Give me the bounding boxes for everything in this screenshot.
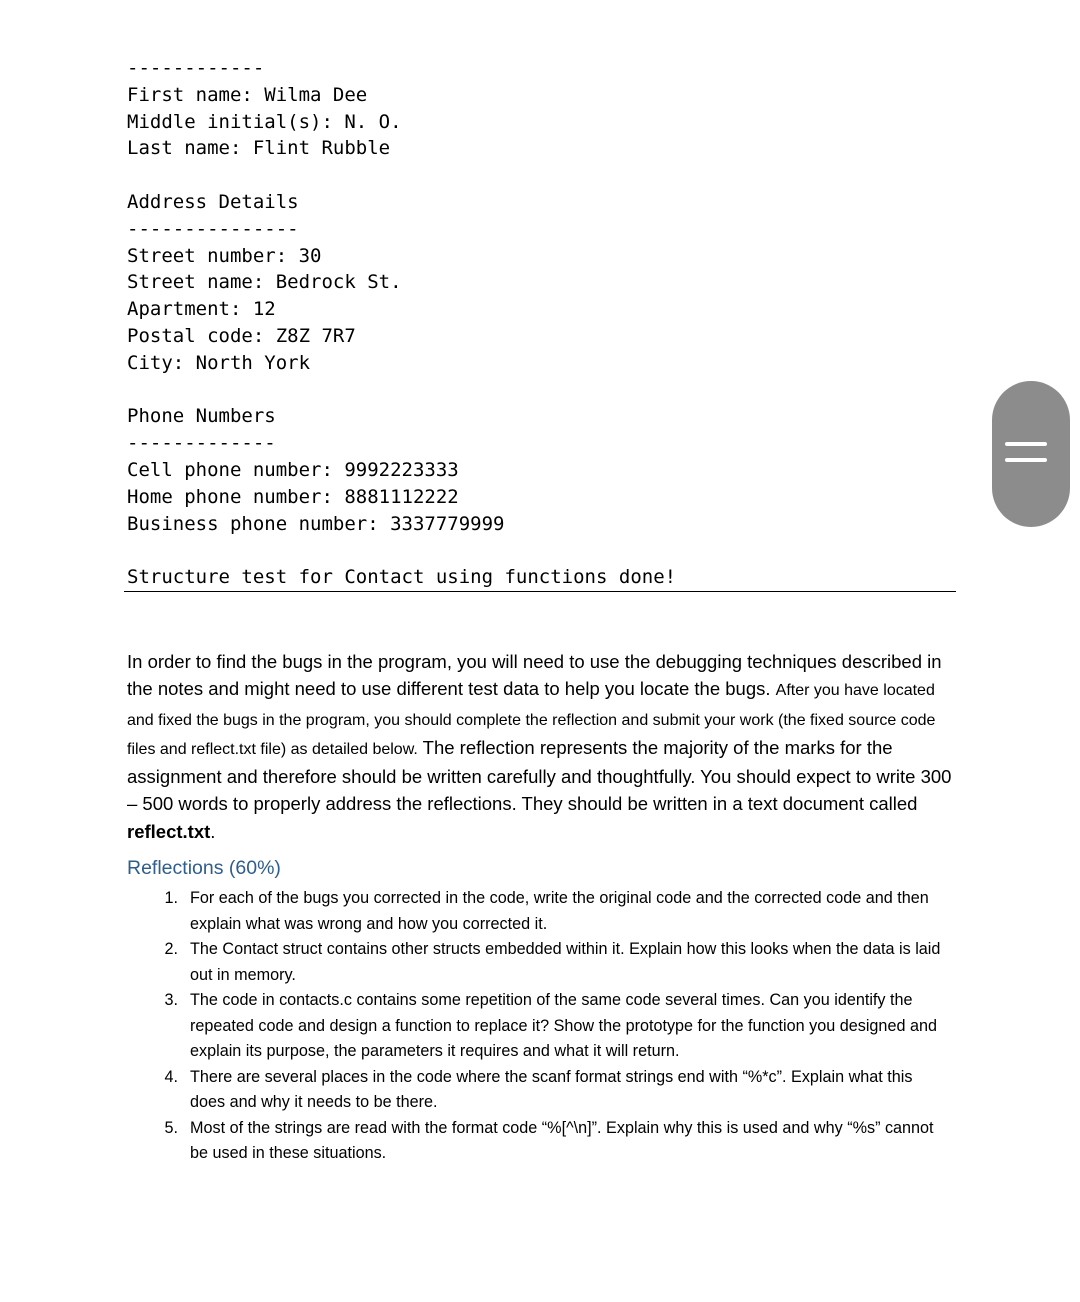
output-line: Phone Numbers xyxy=(127,405,276,428)
question-text: There are several places in the code where the scanf format strings end with “%*c”. Explain what this does and why it needs to be there. xyxy=(190,1067,913,1111)
question-number: 5. xyxy=(164,1118,178,1137)
instructions-part-3: The reflection represents the majority of the marks for the assignment and therefore should be written carefully and thoughtfully. You should expect to write 300 – 500 words to properly address the reflections. They should be written in a text document called xyxy=(127,736,952,815)
output-divider xyxy=(124,591,956,592)
reflection-question xyxy=(150,988,950,1065)
question-text: The Contact struct contains other structs embedded within it. Explain how this looks when the data is laid out in memory. xyxy=(190,940,941,984)
output-line: Address Details xyxy=(127,190,299,213)
question-text: The code in contacts.c contains some repetition of the same code several times. Can you identify the repeated code and design a function to replace it? Show the prototype for the function you designed and explain its purpose, the parameters it requires and what it will return. xyxy=(190,991,937,1060)
reflect-filename: reflect.txt xyxy=(127,820,211,842)
instructions-end: . xyxy=(210,820,216,842)
instructions-part-1: In order to find the bugs in the program, you will need to use the debugging techniques described in the notes and might need to use different test data to help you locate the bugs. xyxy=(127,651,942,700)
question-text: Most of the strings are read with the format code “%[^\n]”. Explain why this is used and why “%s” cannot be used in these situations. xyxy=(190,1118,934,1162)
instructions-part-2: After you have located and fixed the bugs in the program, you should complete the reflection and submit your work (the fixed source code files and reflect.txt file) as detailed below. xyxy=(127,682,936,758)
output-line: Last name: Flint Rubble xyxy=(127,137,391,160)
output-line xyxy=(127,162,676,189)
program-output xyxy=(127,55,676,591)
reflection-question xyxy=(150,937,950,988)
question-number: 2. xyxy=(164,940,178,958)
reflection-question xyxy=(150,1065,950,1116)
output-line xyxy=(127,377,676,404)
question-text: For each of the bugs you corrected in the code, write the original code and the corrected code and then explain what was wrong and how you corrected it. xyxy=(190,889,929,933)
output-line: --------------- xyxy=(127,217,299,240)
output-line: Street name: Bedrock St. xyxy=(127,271,402,294)
reflections-heading: Reflections (60%) xyxy=(127,857,281,879)
output-line: Cell phone number: 9992223333 xyxy=(127,458,459,481)
output-line: Postal code: Z8Z 7R7 xyxy=(127,324,356,347)
output-line: ------------- xyxy=(127,432,276,455)
reflection-question xyxy=(150,1116,950,1167)
instructions-paragraph xyxy=(127,648,957,845)
output-line: Structure test for Contact using functions done! xyxy=(127,566,677,589)
question-number: 3. xyxy=(164,991,178,1009)
output-line xyxy=(127,537,676,564)
question-number: 1. xyxy=(164,889,178,907)
output-line: Business phone number: 3337779999 xyxy=(127,512,505,535)
output-line: Street number: 30 xyxy=(127,244,322,267)
reflection-questions xyxy=(150,886,950,1167)
output-line: Middle initial(s): N. O. xyxy=(127,110,402,133)
reflection-question xyxy=(150,886,950,937)
output-line: ------------ xyxy=(127,57,265,79)
question-number: 4. xyxy=(164,1067,178,1086)
output-line: Home phone number: 8881112222 xyxy=(127,485,459,508)
output-line: City: North York xyxy=(127,351,311,374)
output-line: First name: Wilma Dee xyxy=(127,83,368,106)
output-line: Apartment: 12 xyxy=(127,298,276,321)
scroll-handle[interactable] xyxy=(992,381,1070,527)
